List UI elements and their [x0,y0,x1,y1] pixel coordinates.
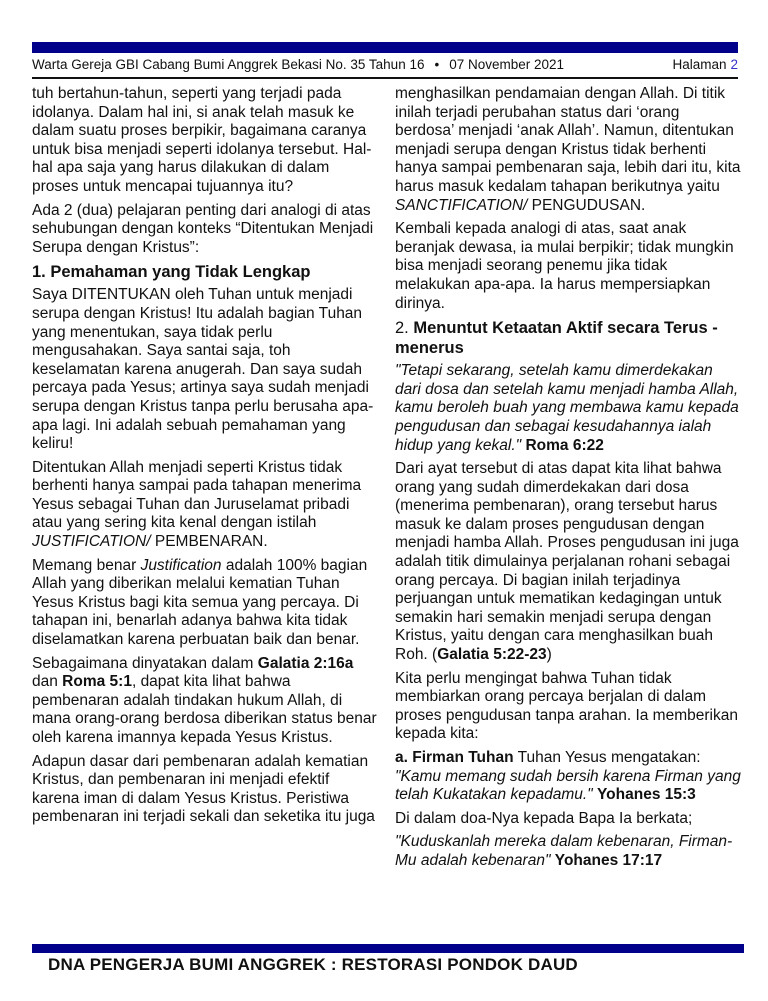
text-run: Yohanes 17:17 [554,851,663,869]
paragraph [32,202,379,258]
text-run: Yohanes 15:3 [596,786,696,804]
text-run: "Kuduskanlah mereka dalam kebenaran, Firman-Mu adalah kebenaran" [395,833,733,869]
masthead-date: 07 November 2021 [449,57,565,72]
text-run: dan [32,673,63,691]
text-run: Roma 6:22 [525,436,604,454]
heading [32,262,379,282]
text-run: "Tetapi sekarang, setelah kamu dimerdekakan dari dosa dan setelah kamu menjadi hamba Allah, kamu beroleh buah yang membawa kamu kepada pengudusan dan sebagai kesudahannya ialah hidup yang kekal." [395,362,739,454]
paragraph [32,85,379,197]
text-run: Tuhan Yesus mengatakan: [513,749,701,766]
paragraph [32,557,379,650]
paragraph [32,753,379,827]
text-run: Justification [140,556,222,574]
page-number [672,57,738,72]
text-run: Sebagaimana dinyatakan dalam [32,654,258,672]
paragraph [395,85,742,215]
text-run: , dapat kita lihat bahwa pembenaran adalah tindakan hukum Allah, di mana orang-orang berdosa diberikan status benar oleh karena imannya kepada Yesus Kristus. [32,673,377,746]
text-run: Memang benar [32,556,141,574]
paragraph [395,833,742,870]
article-body [32,85,742,941]
text-run: Kembali kepada analogi di atas, saat anak beranjak dewasa, ia mulai berpikir; tidak mungkin bisa menjadi seorang penemu jika tidak melakukan apa-apa. Ia harus mempersiapkan dirinya. [395,220,734,312]
left-column [32,85,379,941]
text-run: a. Firman Tuhan [395,749,514,766]
text-run: menghasilkan pendamaian dengan Allah. Di titik inilah terjadi perubahan status dari ‘orang berdosa’ menjadi ‘anak Allah’. Namun, ditentukan menjadi serupa dengan Kristus tidak berhenti hanya sampai pembenaran saja, lebih dari itu, kita harus masuk kedalam tahapan berikutnya yaitu [395,85,741,195]
paragraph [395,670,742,744]
masthead-title: Warta Gereja GBI Cabang Bumi Anggrek Bekasi No. 35 Tahun 16 [32,57,425,72]
masthead-separator: • [434,57,440,72]
header-accent-bar [32,42,738,53]
quote [395,362,742,455]
text-run: Ditentukan Allah menjadi seperti Kristus tidak berhenti hanya sampai pada tahapan menerima Yesus sebagai Tuhan dan Juruselamat pribadi atau yang sering kita kenal dengan istilah [32,458,362,532]
header-rule [32,77,738,79]
text-run: Ada 2 (dua) pelajaran penting dari analogi di atas sehubungan dengan konteks “Ditentukan Menjadi Serupa dengan Kristus”: [32,201,374,256]
text-run: Kita perlu mengingat bahwa Tuhan tidak membiarkan orang percaya berjalan di dalam proses pengudusan tanpa arahan. Ia memberikan kepada kita: [395,669,738,743]
paragraph [395,220,742,313]
paragraph [395,460,742,665]
paragraph [32,459,379,552]
text-run: tuh bertahun-tahun, seperti yang terjadi pada idolanya. Dalam hal ini, si anak telah masuk ke dalam suatu proses berpikir, bagaimana caranya untuk bisa menjadi seperti idolanya tersebut. Hal-hal apa saja yang harus dilakukan di dalam proses untuk mencapai tujuannya itu? [32,85,372,195]
text-run: PEMBENARAN. [150,533,268,551]
text-run: Menuntut Ketaatan Aktif secara Terus -menerus [395,319,718,358]
page-number-value: 2 [730,57,738,72]
text-run: SANCTIFICATION/ [395,196,528,214]
text-run: Di dalam doa-Nya kepada Bapa Ia berkata; [395,809,693,827]
text-run: "Kamu memang sudah bersih karena Firman yang telah Kukatakan kepadamu." [395,767,741,804]
text-run: Galatia 2:16a [257,654,354,672]
text-run: 1. Pemahaman yang Tidak Lengkap [32,263,311,282]
right-column [395,85,742,941]
text-run: Roma 5:1 [62,673,132,691]
page-header [32,57,738,72]
text-run: Adapun dasar dari pembenaran adalah kematian Kristus, dan pembenaran ini menjadi efektif karena iman di dalam Yesus Kristus. Peristiwa pembenaran ini terjadi sekali dan seketika itu juga [32,752,375,826]
paragraph [395,810,742,829]
heading [395,318,742,358]
text-run: adalah 100% bagian Allah yang diberikan melalui kematian Tuhan Yesus Kristus bagi kita semua yang percaya. Di tahapan ini, benarlah adanya bahwa kita tidak diselamatkan karena perbuatan baik dan benar. [32,556,368,649]
paragraph [395,749,742,805]
text-run: JUSTIFICATION/ [32,533,151,551]
masthead [32,57,564,72]
footer-slogan: DNA PENGERJA BUMI ANGGREK : RESTORASI PONDOK DAUD [48,955,578,974]
text-run: Saya DITENTUKAN oleh Tuhan untuk menjadi serupa dengan Kristus! Itu adalah bagian Tuhan yang menentukan, saya tidak perlu mengusahakan. Saya santai saja, toh keselamatan karena anugerah. Dan saya sudah percaya pada Yesus; artinya saya sudah menjadi serupa dengan Kristus tanpa perlu berusaha apa-apa lagi. Ini adalah sebuah pemahaman yang keliru! [32,286,374,453]
text-run: Dari ayat tersebut di atas dapat kita lihat bahwa orang yang sudah dimerdekakan dari dosa (menerima pembenaran), orang tersebut harus masuk ke dalam proses pengudusan dengan menjadi hamba Allah. Proses pengudusan ini juga adalah titik dimulainya perjalanan rohani sebagai orang percaya. Di bagian inilah terjadinya perjuangan untuk mematikan kedagingan untuk semakin hari semakin menjadi serupa dengan Kristus, yaitu dengan cara menghasilkan buah Roh. ( [395,460,739,664]
paragraph [32,655,379,748]
text-run: 2. [395,319,414,338]
paragraph [32,286,379,453]
text-run: ) [546,646,552,664]
text-run: PENGUDUSAN. [527,196,646,214]
page-number-label: Halaman [672,57,727,72]
footer-accent-bar [32,944,744,953]
text-run: Galatia 5:22-23 [437,646,547,664]
